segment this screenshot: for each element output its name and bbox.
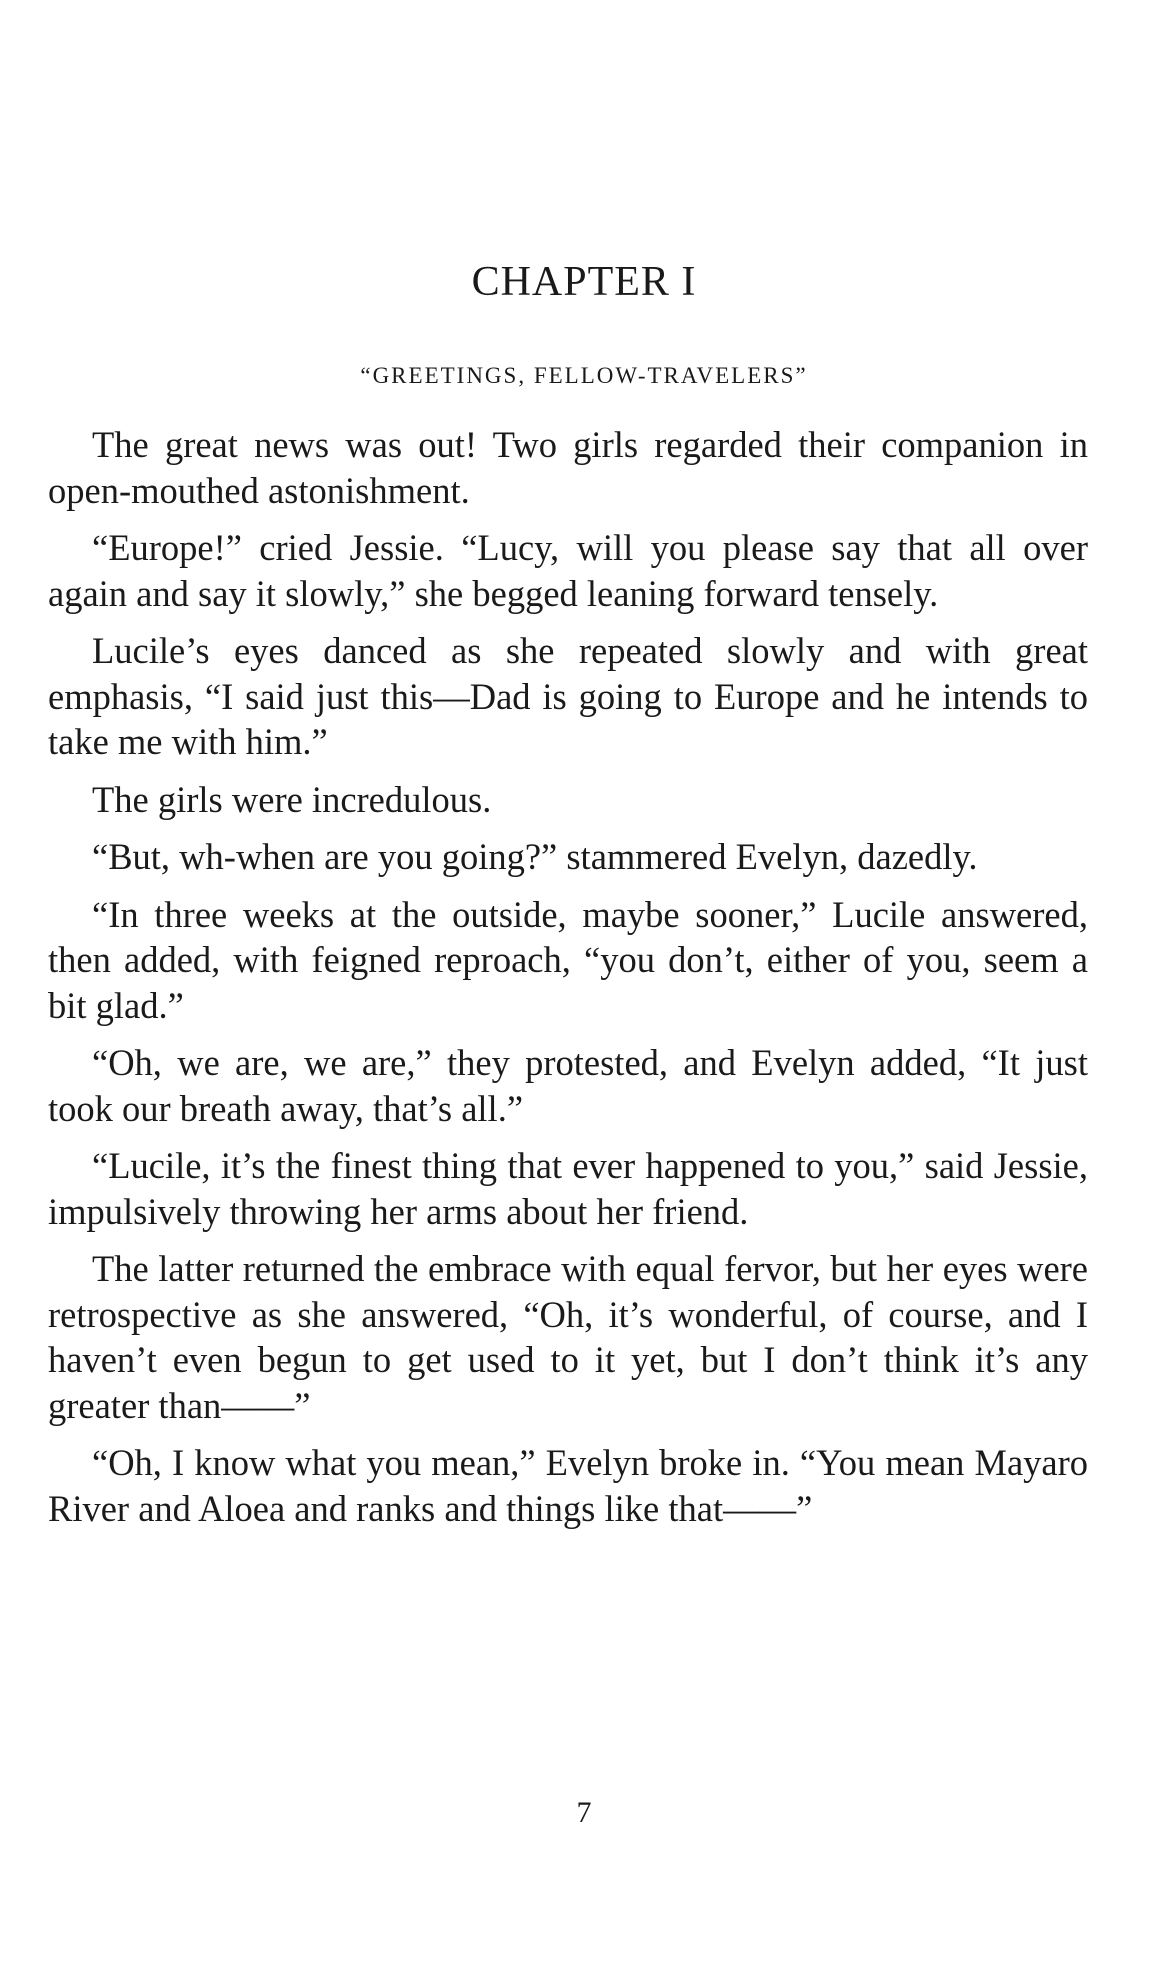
paragraph: The latter returned the embrace with equal fervor, but her eyes were retrospective as she answered, “Oh, it’s wonderful, of course, and I haven’t even begun to get used to it yet, but I don’t think it’s any greater than——” (48, 1248, 1088, 1426)
chapter-body (48, 422, 1088, 1543)
chapter-subtitle: “GREETINGS, FELLOW-TRAVELERS” (360, 363, 808, 388)
paragraph: Lucile’s eyes danced as she repeated slowly and with great emphasis, “I said just this—Dad is going to Europe and he intends to take me with him.” (48, 630, 1088, 762)
paragraph: The great news was out! Two girls regarded their companion in open-mouthed astonishment. (48, 424, 1088, 511)
chapter-title: CHAPTER I (471, 259, 697, 305)
paragraph: “Lucile, it’s the finest thing that ever happened to you,” said Jessie, impulsively throwing her arms about her friend. (48, 1145, 1088, 1232)
paragraph: “Oh, I know what you mean,” Evelyn broke in. “You mean Mayaro River and Aloea and ranks and things like that——” (48, 1442, 1088, 1529)
paragraph: “In three weeks at the outside, maybe sooner,” Lucile answered, then added, with feigned reproach, “you don’t, either of you, seem a bit glad.” (48, 893, 1088, 1026)
paragraph: “Oh, we are, we are,” they protested, and Evelyn added, “It just took our breath away, that’s all.” (48, 1042, 1088, 1129)
paragraph: The girls were incredulous. (92, 778, 492, 820)
paragraph: “But, wh-when are you going?” stammered Evelyn, dazedly. (92, 836, 978, 877)
page-number: 7 (576, 1796, 592, 1829)
paragraph: “Europe!” cried Jessie. “Lucy, will you please say that all over again and say it slowly,” she begged leaning forward tensely. (48, 527, 1088, 614)
